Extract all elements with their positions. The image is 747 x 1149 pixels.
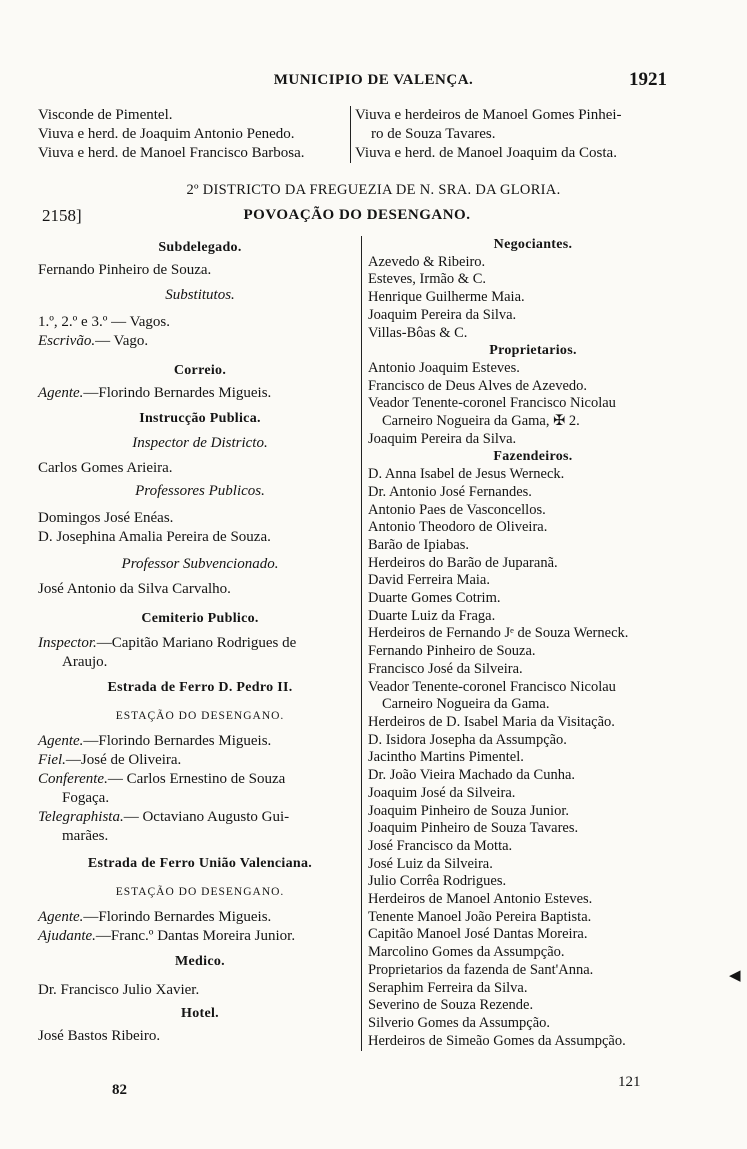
negociantes-list <box>368 254 698 343</box>
list-item: Dr. João Vieira Machado da Cunha. <box>368 767 576 784</box>
escrivao-line <box>38 332 362 351</box>
estrada-pedro-heading: Estrada de Ferro D. Pedro II. <box>107 680 293 695</box>
subdelegado-name: Fernando Pinheiro de Souza. <box>38 262 212 278</box>
page-title: MUNICIPIO DE VALENÇA. <box>273 72 474 88</box>
list-item: Capitão Manoel José Dantas Moreira. <box>368 926 588 943</box>
cemiterio-inspector <box>38 634 362 653</box>
list-item: Joaquim Pinheiro de Souza Tavares. <box>368 820 579 837</box>
uniao-agente <box>38 908 362 927</box>
footer-left-number: 82 <box>112 1082 127 1098</box>
list-item: Herdeiros de D. Isabel Maria da Visitação. <box>368 713 615 730</box>
medico-name: Dr. Francisco Julio Xavier. <box>38 982 200 998</box>
cemiterio-heading: Cemiterio Publico. <box>141 611 259 626</box>
substitutos-heading: Substitutos. <box>165 287 235 303</box>
agente-value: —Florindo Bernardes Migueis. <box>83 385 272 401</box>
negociantes-heading: Negociantes. <box>493 237 573 252</box>
fiel-label: Fiel. <box>38 752 66 768</box>
estacao-heading: ESTAÇÃO DO DESENGANO. <box>115 710 285 722</box>
district-heading: 2º DISTRICTO DA FREGUEZIA DE N. SRA. DA GLORIA. <box>186 182 561 198</box>
margin-arrow-icon: ◀ <box>729 968 741 984</box>
list-item: Herdeiros de Simeão Gomes da Assumpção. <box>368 1032 626 1049</box>
list-item: Duarte Gomes Cotrim. <box>368 590 501 607</box>
list-item: Herdeiros de Manoel Antonio Esteves. <box>368 891 593 908</box>
list-item: Villas-Bôas & C. <box>368 324 468 341</box>
list-item: Veador Tenente-coronel Francisco Nicolau <box>368 678 616 695</box>
list-item: Duarte Luiz da Fraga. <box>368 607 496 624</box>
pedro-conferente-cont: Fogaça. <box>62 790 110 806</box>
inspector-value: —Capitão Mariano Rodrigues de <box>96 635 297 651</box>
pedro-conferente <box>38 770 362 789</box>
subvencionado-heading: Professor Subvencionado. <box>121 556 279 572</box>
left-column <box>38 238 362 1046</box>
uniao-ajudante <box>38 927 362 946</box>
list-item: D. Anna Isabel de Jesus Werneck. <box>368 466 565 483</box>
list-item: D. Isidora Josepha da Assumpção. <box>368 731 567 748</box>
estacao-heading: ESTAÇÃO DO DESENGANO. <box>115 886 285 898</box>
section-number: 2158] <box>42 206 82 225</box>
fiel-value: —José de Oliveira. <box>65 752 182 768</box>
ajudante-value: —Franc.º Dantas Moreira Junior. <box>95 928 296 944</box>
list-item: Joaquim Pereira da Silva. <box>368 306 517 323</box>
pedro-telegraphista-cont: marães. <box>62 828 109 844</box>
list-item: Francisco José da Silveira. <box>368 660 523 677</box>
list-item: Barão de Ipiabas. <box>368 536 470 553</box>
professores-heading: Professores Publicos. <box>135 483 265 499</box>
subdelegado-heading: Subdelegado. <box>158 240 242 255</box>
list-item: Henrique Guilherme Maia. <box>368 289 525 306</box>
pedro-fiel <box>38 751 362 770</box>
list-item: Joaquim Pereira da Silva. <box>368 430 517 447</box>
agente-label: Agente. <box>38 733 84 749</box>
correio-heading: Correio. <box>173 363 227 378</box>
section-title: POVOAÇÃO DO DESENGANO. <box>243 207 471 223</box>
list-item: Herdeiros de Fernando Jᵉ de Souza Werneck. <box>368 625 629 642</box>
conferente-value: — Carlos Ernestino de Souza <box>107 771 286 787</box>
list-item: Antonio Paes de Vasconcellos. <box>368 501 546 518</box>
list-item: David Ferreira Maia. <box>368 572 490 589</box>
inspector-name: Carlos Gomes Arieira. <box>38 460 173 476</box>
continued-list-left <box>38 106 350 163</box>
list-item: Jacintho Martins Pimentel. <box>368 749 524 766</box>
list-item: Severino de Souza Rezende. <box>368 997 534 1014</box>
hotel-name: José Bastos Ribeiro. <box>38 1028 161 1044</box>
hotel-heading: Hotel. <box>181 1006 219 1021</box>
list-item: Francisco de Deus Alves de Azevedo. <box>368 377 588 394</box>
fazendeiros-list <box>368 466 698 678</box>
list-item: Silverio Gomes da Assumpção. <box>368 1014 551 1031</box>
list-item-continuation: Carneiro Nogueira da Gama, ✠ 2. <box>382 413 580 430</box>
conferente-label: Conferente. <box>38 771 108 787</box>
list-item: Esteves, Irmão & C. <box>368 271 486 288</box>
list-item-continuation: Carneiro Nogueira da Gama. <box>382 696 550 713</box>
estrada-uniao-heading: Estrada de Ferro União Valenciana. <box>87 856 313 871</box>
list-item: Herdeiros do Barão de Juparanã. <box>368 554 558 571</box>
list-item: Joaquim Pinheiro de Souza Junior. <box>368 802 569 819</box>
continued-list-right <box>350 106 695 163</box>
escrivao-label: Escrivão. <box>38 333 96 349</box>
fazendeiros-heading: Fazendeiros. <box>493 449 573 465</box>
list-item: Fernando Pinheiro de Souza. <box>368 643 536 660</box>
proprietarios-heading: Proprietarios. <box>489 343 577 359</box>
agente-label: Agente. <box>38 385 84 401</box>
correio-agente <box>38 384 362 403</box>
list-item: José Luiz da Silveira. <box>368 855 493 872</box>
fazendeiros-list <box>368 714 698 1050</box>
list-item: Marcolino Gomes da Assumpção. <box>368 944 565 961</box>
list-item: Veador Tenente-coronel Francisco Nicolau <box>368 395 616 412</box>
substitutos-line: 1.º, 2.º e 3.º — Vagos. <box>38 314 171 330</box>
list-item: Proprietarios da fazenda de Sant'Anna. <box>368 961 594 978</box>
page-number: 1921 <box>629 69 667 90</box>
telegraphista-value: — Octaviano Augusto Gui- <box>123 809 290 825</box>
subvencionado-name: José Antonio da Silva Carvalho. <box>38 581 231 597</box>
inspector-heading: Inspector de Districto. <box>132 435 268 451</box>
agente-label: Agente. <box>38 909 84 925</box>
professor-name: Domingos José Enéas. <box>38 510 174 526</box>
agente-value: —Florindo Bernardes Migueis. <box>83 909 272 925</box>
list-item: Antonio Theodoro de Oliveira. <box>368 519 548 536</box>
list-item: Tenente Manoel João Pereira Baptista. <box>368 908 592 925</box>
list-item: Visconde de Pimentel. <box>38 107 173 123</box>
list-item: Viuva e herd. de Joaquim Antonio Penedo. <box>38 126 295 142</box>
instruccao-heading: Instrucção Publica. <box>139 411 261 426</box>
list-item-continuation: ro de Souza Tavares. <box>371 126 496 142</box>
list-item: Seraphim Ferreira da Silva. <box>368 979 528 996</box>
list-item: Dr. Antonio José Fernandes. <box>368 483 532 500</box>
right-column <box>361 236 698 1051</box>
pedro-agente <box>38 732 362 751</box>
footer-right-number: 121 <box>618 1074 641 1090</box>
agente-value: —Florindo Bernardes Migueis. <box>83 733 272 749</box>
list-item: Viuva e herd. de Manoel Joaquim da Costa. <box>355 145 617 161</box>
section-heading <box>42 206 672 228</box>
list-item: Julio Corrêa Rodrigues. <box>368 873 507 890</box>
list-item: Antonio Joaquim Esteves. <box>368 359 520 376</box>
professor-name: D. Josephina Amalia Pereira de Souza. <box>38 529 271 545</box>
medico-heading: Medico. <box>175 954 225 969</box>
list-item: José Francisco da Motta. <box>368 837 513 854</box>
list-item: Joaquim José da Silveira. <box>368 784 516 801</box>
telegraphista-label: Telegraphista. <box>38 809 124 825</box>
list-item: Azevedo & Ribeiro. <box>368 253 486 270</box>
escrivao-value: — Vago. <box>95 333 149 349</box>
running-head <box>0 69 747 96</box>
list-item: Viuva e herdeiros de Manoel Gomes Pinhei- <box>355 107 622 123</box>
ajudante-label: Ajudante. <box>38 928 96 944</box>
cemiterio-inspector-cont: Araujo. <box>62 654 108 670</box>
inspector-label: Inspector. <box>38 635 97 651</box>
list-item: Viuva e herd. de Manoel Francisco Barbosa. <box>38 145 305 161</box>
pedro-telegraphista <box>38 808 362 827</box>
